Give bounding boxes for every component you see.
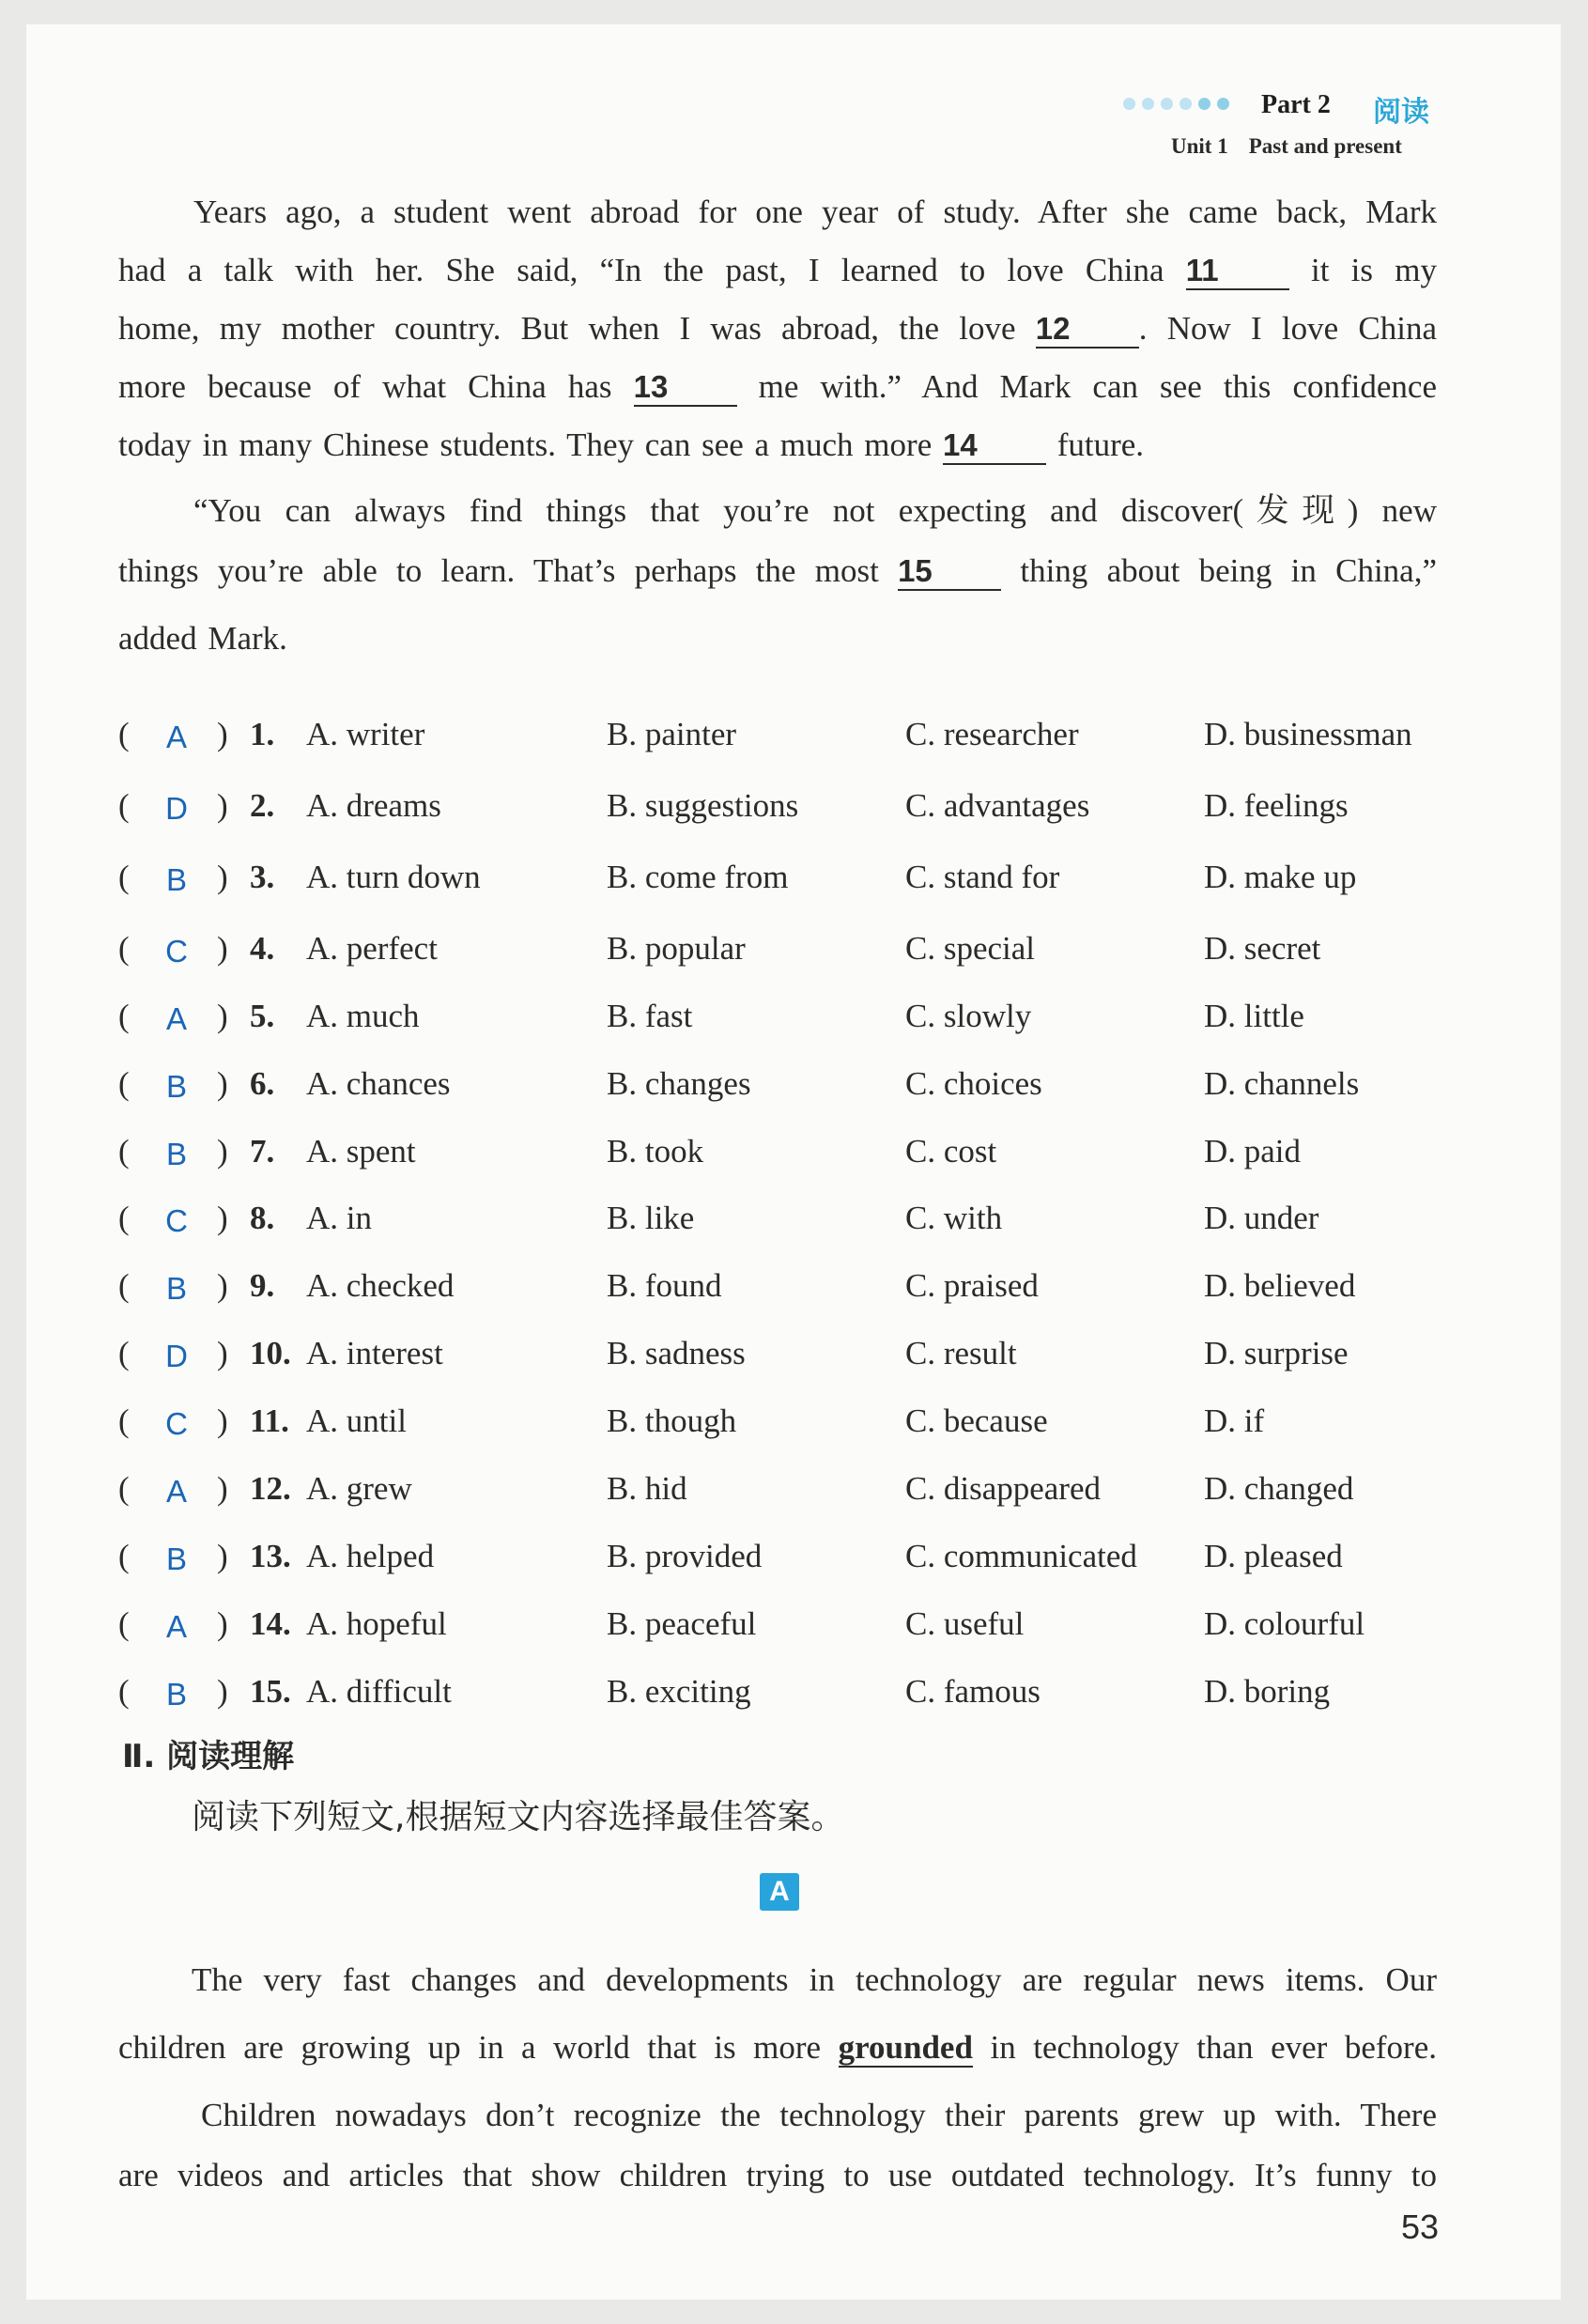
passage-a-line-3: Children nowadays don’t recognize the technology their parents grew up with. There [201,2097,1437,2133]
passage-line-8: added Mark. [118,620,287,657]
question-number: 13. [250,1538,291,1574]
answer-letter: D [165,1339,188,1373]
option-a: A. dreams [306,787,441,824]
passage-line-3 [118,310,1437,349]
dot-icon [1198,98,1210,110]
line-text: it is my [1288,252,1437,288]
line-text: . Now I love China [1138,310,1437,347]
answer-letter: A [165,1609,187,1644]
paren-open: ( [118,1267,130,1304]
passage-line-6: “You can always find things that you’re not expecting and discover(发现) new [193,492,1437,529]
option-b: B. found [607,1267,722,1304]
option-b: B. sadness [607,1335,746,1371]
option-c: C. useful [905,1605,1025,1642]
option-d: D. paid [1204,1133,1302,1170]
paren-close: ) [217,1538,228,1574]
option-a: A. writer [306,716,425,752]
option-d: D. if [1204,1402,1265,1439]
answer-letter: B [165,1137,187,1171]
paren-open: ( [118,1470,130,1507]
option-a: A. until [306,1402,407,1439]
option-d: D. secret [1204,930,1321,967]
header-part-cn: 阅读 [1373,96,1429,129]
question-number: 12. [250,1470,291,1507]
option-c: C. cost [905,1133,997,1170]
paren-open: ( [118,1065,130,1102]
answer-letter: C [165,934,188,968]
line-text: me with.” And Mark can see this confidence [736,368,1437,405]
option-c: C. special [905,930,1036,967]
passage-a-line-1: The very fast changes and developments in technology are regular news items. Our [192,1961,1437,1998]
paren-close: ) [217,1200,228,1236]
option-a: A. interest [306,1335,443,1371]
option-d: D. colourful [1204,1605,1365,1642]
line-text: in technology than ever before. [972,2029,1437,2066]
blank-13: 13 [634,369,737,407]
option-b: B. peaceful [607,1605,757,1642]
passage-line-2 [118,252,1437,290]
line-text: children are growing up in a world that is more [118,2029,839,2066]
option-c: C. stand for [905,859,1060,895]
header-part: Part 2 [1261,90,1331,119]
question-number: 11. [250,1402,289,1439]
option-c: C. famous [905,1673,1041,1710]
option-b: B. hid [607,1470,687,1507]
paren-close: ) [217,716,228,752]
paren-close: ) [217,1470,228,1507]
page-number: 53 [1401,2208,1440,2246]
option-a: A. spent [306,1133,416,1170]
option-c: C. choices [905,1065,1042,1102]
question-number: 6. [250,1065,275,1102]
line-text: today in many Chinese students. They can see a much more [118,426,943,463]
paren-close: ) [217,1335,228,1371]
paren-open: ( [118,1605,130,1642]
paren-close: ) [217,1605,228,1642]
paren-close: ) [217,1065,228,1102]
option-d: D. pleased [1204,1538,1343,1574]
option-d: D. businessman [1204,716,1412,752]
passage-line-4 [118,368,1437,407]
header-dots [1123,98,1229,110]
answer-letter: C [165,1406,188,1441]
passage-line-1: Years ago, a student went abroad for one year of study. After she came back, Mark [193,194,1437,230]
dot-icon [1179,98,1192,110]
answer-letter: A [165,720,187,754]
question-number: 5. [250,998,275,1034]
question-number: 14. [250,1605,291,1642]
dot-icon [1123,98,1135,110]
option-c: C. with [905,1200,1003,1236]
option-c: C. disappeared [905,1470,1101,1507]
option-a: A. difficult [306,1673,452,1710]
question-number: 10. [250,1335,291,1371]
paren-open: ( [118,1538,130,1574]
option-a: A. turn down [306,859,481,895]
option-d: D. surprise [1204,1335,1349,1371]
passage-line-7 [118,552,1437,591]
answer-letter: B [165,1069,187,1104]
paren-close: ) [217,787,228,824]
question-number: 1. [250,716,275,752]
paren-close: ) [217,998,228,1034]
question-number: 8. [250,1200,275,1236]
passage-a-badge: A [760,1873,799,1911]
question-number: 15. [250,1673,291,1710]
option-b: B. popular [607,930,746,967]
question-number: 4. [250,930,275,967]
option-b: B. fast [607,998,693,1034]
option-a: A. much [306,998,420,1034]
answer-letter: D [165,791,188,826]
option-b: B. took [607,1133,704,1170]
option-d: D. feelings [1204,787,1349,824]
paren-close: ) [217,930,228,967]
paren-open: ( [118,859,130,895]
option-b: B. though [607,1402,737,1439]
answer-letter: A [165,1474,187,1509]
blank-12: 12 [1036,311,1139,349]
passage-a-line-4: are videos and articles that show children trying to use outdated technology. It’s funny to [118,2157,1437,2193]
paren-close: ) [217,1133,228,1170]
option-a: A. hopeful [306,1605,447,1642]
option-a: A. grew [306,1470,412,1507]
line-text: thing about being in China,” [1001,552,1438,589]
paren-open: ( [118,787,130,824]
answer-letter: A [165,1001,187,1036]
option-b: B. painter [607,716,737,752]
paren-close: ) [217,1267,228,1304]
paren-open: ( [118,1335,130,1371]
unit-title: Past and present [1248,134,1402,158]
option-a: A. in [306,1200,372,1236]
answer-letter: C [165,1203,188,1238]
paren-open: ( [118,1200,130,1236]
line-text: future. [1045,426,1145,463]
passage-a-line-2 [118,2029,1437,2067]
unit-label: Unit 1 [1171,134,1228,158]
paren-open: ( [118,998,130,1034]
option-b: B. changes [607,1065,751,1102]
line-text: had a talk with her. She said, “In the past, I learned to love China [118,252,1186,288]
option-d: D. little [1204,998,1304,1034]
answer-letter: B [165,1542,187,1576]
option-b: B. exciting [607,1673,751,1710]
blank-11: 11 [1186,253,1289,290]
paren-open: ( [118,930,130,967]
passage-line-5 [118,426,1437,465]
header-unit [1171,134,1402,159]
option-c: C. advantages [905,787,1090,824]
answer-letter: B [165,1271,187,1306]
option-a: A. helped [306,1538,435,1574]
dot-icon [1217,98,1229,110]
option-b: B. like [607,1200,695,1236]
option-d: D. boring [1204,1673,1331,1710]
option-a: A. checked [306,1267,455,1304]
option-c: C. result [905,1335,1017,1371]
option-c: C. researcher [905,716,1079,752]
answer-letter: B [165,862,187,897]
option-c: C. slowly [905,998,1032,1034]
line-text: things you’re able to learn. That’s perhaps the most [118,552,899,589]
option-a: A. chances [306,1065,451,1102]
option-d: D. channels [1204,1065,1360,1102]
line-text: more because of what China has [118,368,634,405]
option-d: D. changed [1204,1470,1354,1507]
option-c: C. praised [905,1267,1039,1304]
answer-letter: B [165,1677,187,1712]
question-number: 9. [250,1267,275,1304]
paren-open: ( [118,716,130,752]
question-number: 3. [250,859,275,895]
question-number: 7. [250,1133,275,1170]
option-d: D. make up [1204,859,1357,895]
option-b: B. provided [607,1538,763,1574]
paren-close: ) [217,1402,228,1439]
paren-open: ( [118,1133,130,1170]
blank-14: 14 [943,427,1046,465]
option-d: D. believed [1204,1267,1356,1304]
option-b: B. come from [607,859,789,895]
paren-open: ( [118,1673,130,1710]
line-text: home, my mother country. But when I was abroad, the love [118,310,1036,347]
option-c: C. because [905,1402,1048,1439]
option-a: A. perfect [306,930,438,967]
option-b: B. suggestions [607,787,799,824]
dot-icon [1161,98,1173,110]
paren-close: ) [217,1673,228,1710]
question-number: 2. [250,787,275,824]
paren-close: ) [217,859,228,895]
option-c: C. communicated [905,1538,1137,1574]
paren-open: ( [118,1402,130,1439]
section-instruction: 阅读下列短文,根据短文内容选择最佳答案。 [192,1798,845,1836]
section-title: Ⅱ. 阅读理解 [122,1738,295,1775]
blank-15: 15 [898,553,1001,591]
keyword-grounded: grounded [838,2029,973,2066]
dot-icon [1142,98,1154,110]
option-d: D. under [1204,1200,1319,1236]
